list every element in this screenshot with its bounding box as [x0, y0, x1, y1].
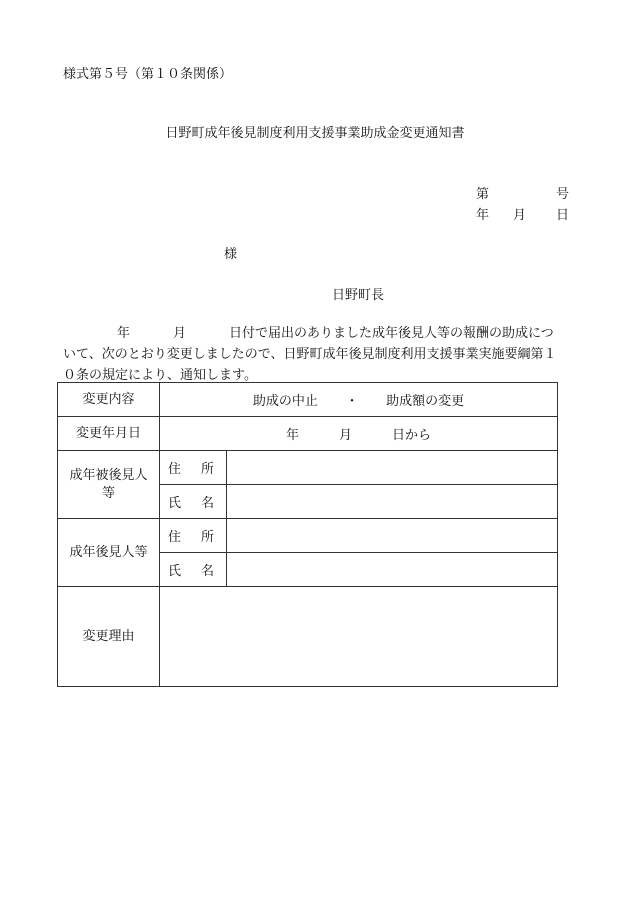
body-line-2: いて、次のとおり変更しましたので、日野町成年後見制度利用支援事業実施要綱第１ — [63, 347, 557, 362]
row-guardian-address — [58, 519, 558, 553]
change-table — [57, 382, 558, 687]
option-separator: ・ — [345, 394, 359, 409]
body-line-1-rest: 日付で届出のありました成年後見人等の報酬の助成につ — [229, 326, 554, 341]
guardian-label: 成年後見人等 — [58, 519, 160, 587]
change-date-field[interactable] — [160, 417, 558, 451]
date-year: 年 — [476, 208, 490, 223]
change-date-year: 年 — [285, 428, 299, 443]
reason-field[interactable] — [160, 587, 558, 687]
change-date-month: 月 — [338, 428, 352, 443]
guardian-name-field[interactable] — [227, 553, 558, 587]
form-number: 様式第５号（第１０条関係） — [63, 67, 233, 82]
ward-name-field[interactable] — [227, 485, 558, 519]
ward-name-label: 氏名 — [160, 485, 227, 519]
doc-number-prefix: 第 — [476, 187, 490, 202]
guardian-address-label: 住所 — [160, 519, 227, 553]
change-date-label: 変更年月日 — [58, 417, 160, 451]
ward-address-field[interactable] — [227, 451, 558, 485]
row-change-content — [58, 383, 558, 417]
document-title: 日野町成年後見制度利用支援事業助成金変更通知書 — [165, 126, 465, 141]
guardian-address-field[interactable] — [227, 519, 558, 553]
change-content-label: 変更内容 — [58, 383, 160, 417]
body-year: 年 — [117, 326, 131, 341]
date-day: 日 — [556, 208, 570, 223]
addressee-honorific: 様 — [224, 247, 238, 262]
change-content-options — [160, 383, 558, 417]
doc-number-suffix: 号 — [556, 187, 570, 202]
ward-label: 成年被後見人等 — [58, 451, 160, 519]
body-text — [63, 323, 585, 386]
row-reason — [58, 587, 558, 687]
row-ward-address — [58, 451, 558, 485]
ward-address-label: 住所 — [160, 451, 227, 485]
change-date-day-from: 日から — [392, 428, 432, 443]
body-month: 月 — [173, 326, 187, 341]
issuer-name: 日野町長 — [332, 288, 385, 303]
date-month: 月 — [513, 208, 527, 223]
option-stop-aid[interactable]: 助成の中止 — [252, 394, 318, 409]
row-change-date — [58, 417, 558, 451]
body-line-1 — [63, 323, 585, 344]
body-line-3: ０条の規定により、通知します。 — [63, 368, 257, 383]
guardian-name-label: 氏名 — [160, 553, 227, 587]
option-change-amount[interactable]: 助成額の変更 — [386, 394, 465, 409]
reason-label: 変更理由 — [58, 587, 160, 687]
